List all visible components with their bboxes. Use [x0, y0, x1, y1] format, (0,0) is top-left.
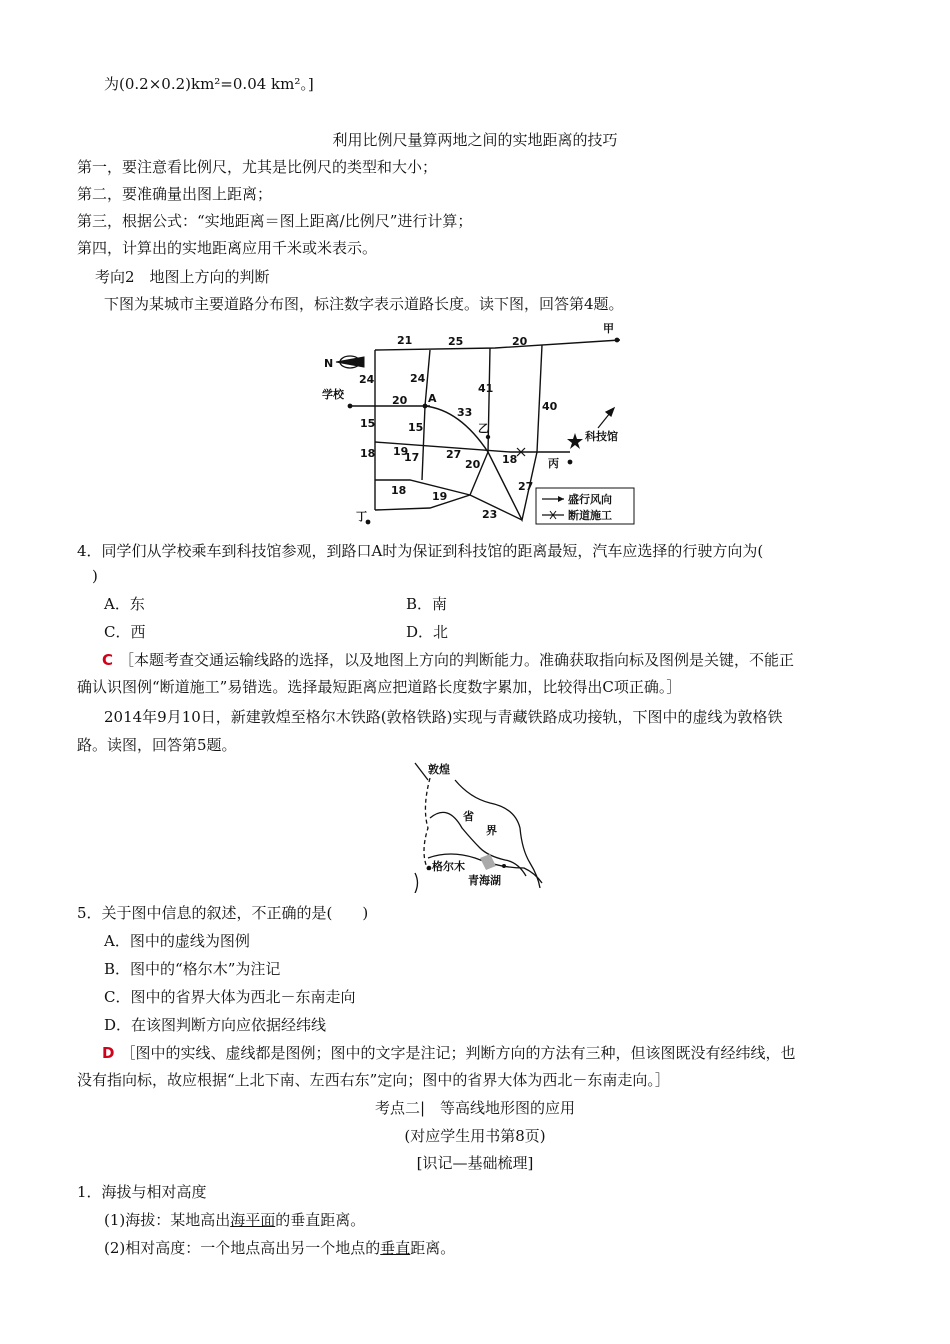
- q4-explanation-2: 确认识图例“断道施工”易错选。选择最短距离应把道路长度数字累加，比较得出C项正确。］: [77, 678, 682, 696]
- q4-explanation-1: [102, 650, 794, 670]
- city-road-map: [300, 320, 640, 530]
- top-line: 为(0.2×0.2)km²=0.04 km²。]: [104, 75, 314, 93]
- q5-option-b: B．图中的“格尔木”为注记: [104, 960, 281, 978]
- item1-heading: 1．海拔与相对高度: [77, 1183, 207, 1201]
- q5-option-c: C．图中的省界大体为西北－东南走向: [104, 988, 356, 1006]
- q4-option-b: B．南: [406, 595, 448, 613]
- road-length: 18: [360, 447, 376, 460]
- road-length: 20: [392, 394, 408, 407]
- q4-option-d: D．北: [406, 623, 449, 641]
- place-school: 学校: [322, 388, 344, 401]
- item1-a: (1)海拔：某地高出海平面的垂直距离。: [104, 1211, 366, 1229]
- road-length: 18: [502, 453, 518, 466]
- place-yi: 乙: [478, 422, 489, 435]
- road-length: 27: [518, 480, 534, 493]
- q4-answer: C: [102, 651, 114, 669]
- road-length: 15: [408, 421, 424, 434]
- item1-b: (2)相对高度：一个地点高出另一个地点的垂直距离。: [104, 1239, 456, 1257]
- road-length: 20: [465, 458, 481, 471]
- q5-stem: 5．关于图中信息的叙述，不正确的是( ): [77, 904, 369, 922]
- label-dunhuang: 敦煌: [428, 763, 450, 776]
- section-ref: (对应学生用书第8页): [404, 1127, 546, 1145]
- road-length: 20: [512, 335, 528, 348]
- north-arrow-icon: [336, 356, 364, 368]
- road-lengths: [359, 334, 558, 521]
- q4-option-c: C．西: [104, 623, 146, 641]
- q4-option-a: A．东: [104, 595, 145, 613]
- legend-wind: 盛行风向: [568, 493, 612, 506]
- place-A: A: [428, 392, 437, 405]
- tip-item-2: 第二，要准确量出图上距离；: [77, 185, 273, 203]
- place-ding: 丁: [356, 510, 367, 523]
- label-sheng: 省: [463, 810, 474, 823]
- road-length: 33: [457, 406, 473, 419]
- road-length: 24: [410, 372, 426, 385]
- road-length: 21: [397, 334, 413, 347]
- railway-map: [400, 758, 560, 893]
- q5-option-a: A．图中的虚线为图例: [104, 932, 250, 950]
- road-length: 19: [432, 490, 448, 503]
- road-length: 25: [448, 335, 464, 348]
- q5-explanation-1: [102, 1043, 795, 1063]
- north-label: N: [324, 357, 334, 370]
- star-icon: [567, 433, 583, 449]
- kaoxiang-heading: 考向2 地图上方向的判断: [95, 268, 270, 286]
- section-sub: [识记—基础梳理]: [416, 1154, 534, 1172]
- wind-arrow-icon: [598, 408, 614, 428]
- tip-item-1: 第一，要注意看比例尺，尤其是比例尺的类型和大小；: [77, 158, 438, 176]
- q4-intro: 下图为某城市主要道路分布图，标注数字表示道路长度。读下图，回答第4题。: [104, 295, 624, 313]
- q4-stem: 4．同学们从学校乘车到科技馆参观，到路口A时为保证到科技馆的距离最短，汽车应选择的行驶方向为(: [77, 542, 764, 560]
- tip-title: 利用比例尺量算两地之间的实地距离的技巧: [332, 131, 618, 149]
- q4-explain-text: ［本题考查交通运输线路的选择，以及地图上方向的判断能力。准确获取指向标及图例是关键，不能正: [119, 651, 795, 669]
- road-length: 17: [404, 451, 420, 464]
- road-length: 24: [359, 373, 375, 386]
- road-length: 40: [542, 400, 558, 413]
- tip-item-3: 第三，根据公式：“实地距离＝图上距离/比例尺”进行计算；: [77, 212, 473, 230]
- road-length: 18: [391, 484, 407, 497]
- blank-answer: 海平面: [230, 1211, 276, 1229]
- road-length: 15: [360, 417, 376, 430]
- road-length: 27: [446, 448, 462, 461]
- blank-answer: 垂直: [380, 1239, 411, 1257]
- label-jie: 界: [486, 824, 497, 837]
- q5-intro-1: 2014年9月10日，新建敦煌至格尔木铁路(敦格铁路)实现与青藏铁路成功接轨，下图中的虚线为敦格铁: [104, 708, 783, 726]
- q5-explanation-2: 没有指向标，故应根据“上北下南、左西右东”定向；图中的省界大体为西北－东南走向。］: [77, 1071, 670, 1089]
- q5-answer: D: [102, 1044, 115, 1062]
- place-museum: 科技馆: [585, 430, 618, 443]
- legend-construction: 断道施工: [568, 509, 612, 522]
- label-qinghaihu: 青海湖: [468, 874, 501, 887]
- section-title: 考点二| 等高线地形图的应用: [374, 1099, 576, 1117]
- label-geermu: 格尔木: [432, 860, 465, 873]
- road-length: 19: [393, 445, 409, 458]
- road-length: 41: [478, 382, 494, 395]
- q5-intro-2: 路。读图，回答第5题。: [77, 736, 237, 754]
- q5-option-d: D．在该图判断方向应依据经纬线: [104, 1016, 327, 1034]
- q5-explain-text: ［图中的实线、虚线都是图例；图中的文字是注记；判断方向的方法有三种，但该图既没有经纬线，也: [120, 1044, 796, 1062]
- road-length: 23: [482, 508, 498, 521]
- q4-stem-end: ): [92, 567, 98, 585]
- tip-item-4: 第四，计算出的实地距离应用千米或米表示。: [77, 239, 378, 257]
- map-legend: [536, 488, 634, 524]
- place-bing: 丙: [548, 457, 559, 470]
- place-jia: 甲: [603, 322, 614, 335]
